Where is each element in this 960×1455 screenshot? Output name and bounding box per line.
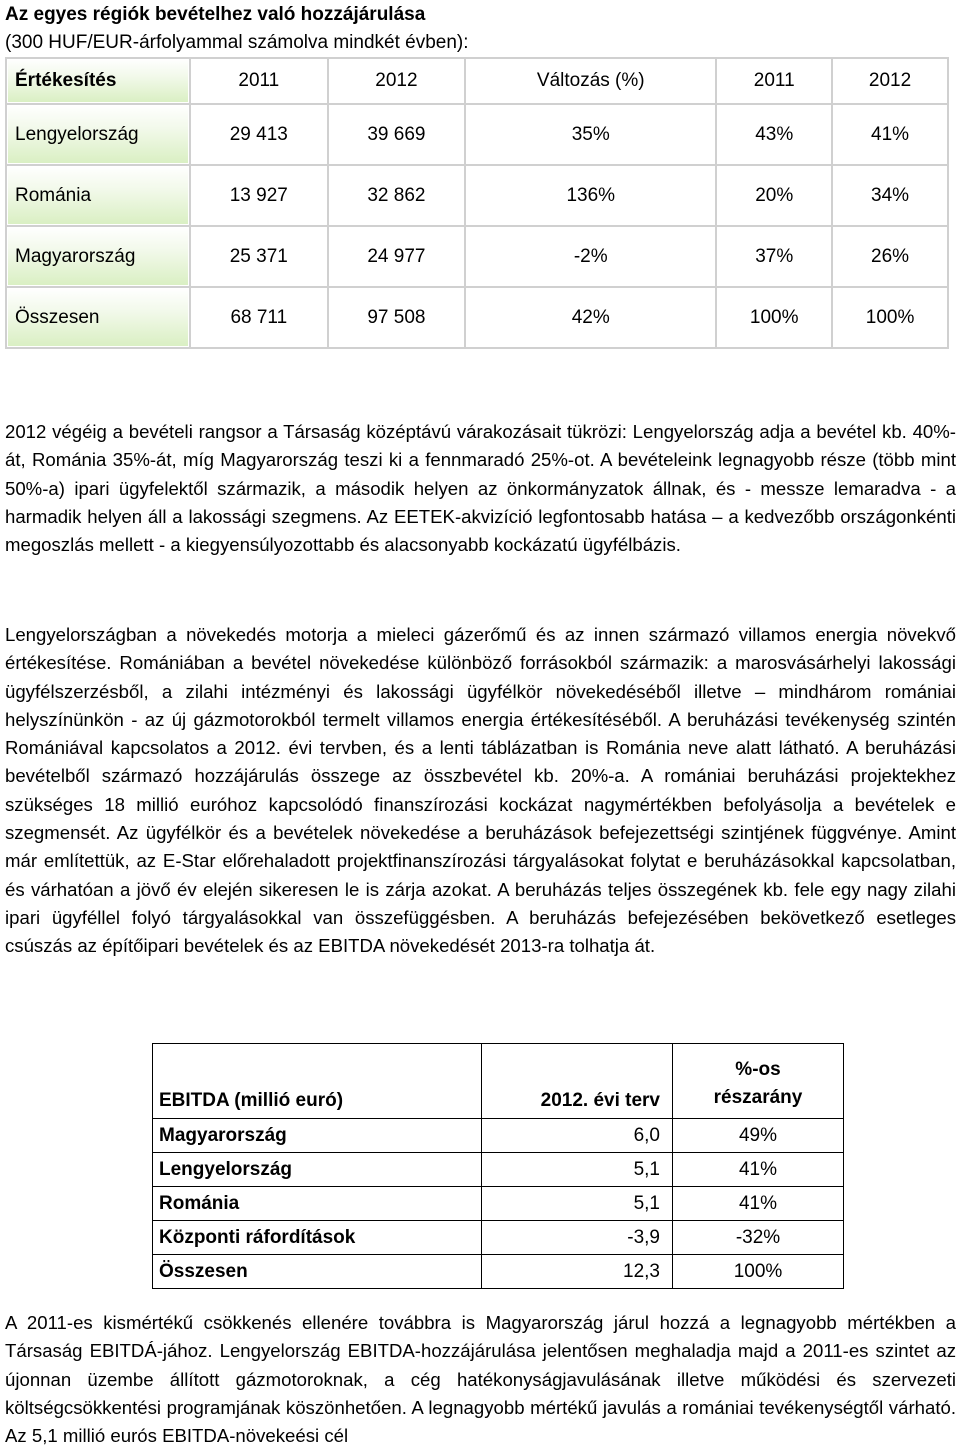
table-row — [6, 165, 948, 226]
table-cell: 29 413 — [190, 104, 328, 165]
header-cell: 2011 — [716, 58, 832, 104]
row-label: Magyarország — [153, 1119, 482, 1153]
table-cell: 25 371 — [190, 226, 328, 287]
table-cell: 39 669 — [328, 104, 466, 165]
table-cell: 41% — [832, 104, 948, 165]
header-line: %-os — [735, 1059, 781, 1080]
table-cell: 20% — [716, 165, 832, 226]
table-cell: 100% — [673, 1255, 844, 1289]
table-cell: 49% — [673, 1119, 844, 1153]
table-row — [6, 226, 948, 287]
table-cell: 35% — [465, 104, 716, 165]
paragraph-growth-drivers — [5, 621, 956, 961]
paragraph-ebitda-commentary — [5, 1309, 956, 1450]
header-cell: 2011 — [190, 58, 328, 104]
paragraph-text: A 2011-es kismértékű csökkenés ellenére továbbra is Magyarország járul hozzá a legnagyobb mértékben a Társaság EBITDÁ-jához. Lengyelország EBITDA-hozzájárulása jelentősen meghaladja majd a 2011-es szintet az újonnan üzembe állított gázmotoroknak, a cég hatékonyságjavulásának illetve működési és szervezeti költségcsökkentési programjának köszönhetően. A legnagyobb mértékű javulás a romániai tevékenységtől várható. Az 5,1 millió eurós EBITDA-növekeési cél — [5, 1312, 956, 1447]
header-cell — [673, 1044, 844, 1119]
table-row — [153, 1221, 844, 1255]
table-row — [153, 1119, 844, 1153]
table-cell: 6,0 — [482, 1119, 673, 1153]
section-title: Az egyes régiók bevételhez való hozzájárulása — [5, 4, 426, 25]
table-header-row — [6, 58, 948, 104]
table-cell: 5,1 — [482, 1153, 673, 1187]
table-cell: -2% — [465, 226, 716, 287]
header-line: részarány — [713, 1087, 803, 1108]
table-cell: 41% — [673, 1153, 844, 1187]
table-cell: 34% — [832, 165, 948, 226]
section-subtitle: (300 HUF/EUR-árfolyammal számolva mindkét évben): — [5, 32, 469, 53]
table-row — [6, 287, 948, 348]
paragraph-text: Lengyelországban a növekedés motorja a mieleci gázerőmű és az innen származó villamos energia növekvő értékesítése. Romániában a bevétel növekedése különböző forrásokból származik: a marosvásárhelyi lakossági ügyfélszerzésből, a zilahi intézményi és lakossági ügyfélkör növekedéséből illetve – mindhárom romániai helyszínünkön - az új gázmotorokból termelt villamos energia értékesítéséből. A beruházási tevékenység szintén Romániával kapcsolatos a 2012. évi tervben, és a lenti táblázatban is Románia neve alatt látható. A beruházási bevételből származó hozzájárulás összege az összbevétel kb. 20%-a. A romániai beruházási projektekhez szükséges 18 millió euróhoz kapcsolódó finanszírozási kockázat nagymértékben befolyásolja a bevételek e szegmensét. Az ügyfélkör és a bevételek növekedése a beruházások befejezettségi szintjének függvénye. Amint már említettük, az E-Star előrehaladott projektfinanszírozási tárgyalásokat folytat e beruházásokkal kapcsolatban, és várhatóan a jövő év elején sikeresen le is zárja azokat. A beruházás teljes összegének kb. fele egy nagy zilahi ipari ügyféllel folyó tárgyalásokkal van összefüggésben. A beruházás befejezésében bekövetkező esetleges csúszás az építőipari bevételek és az EBITDA növekedését 2013-ra tolhatja át. — [5, 624, 956, 957]
row-label: Románia — [153, 1187, 482, 1221]
table-cell: 41% — [673, 1187, 844, 1221]
row-label: Lengyelország — [6, 104, 190, 165]
table-cell: 32 862 — [328, 165, 466, 226]
table-cell: -3,9 — [482, 1221, 673, 1255]
table-cell: 68 711 — [190, 287, 328, 348]
table-cell: 43% — [716, 104, 832, 165]
table-row — [153, 1187, 844, 1221]
paragraph-text: 2012 végéig a bevételi rangsor a Társaság középtávú várakozásait tükrözi: Lengyelország adja a bevétel kb. 40%-át, Románia 35%-át, míg Magyarország teszi ki a fennmaradó 25%-ot. A bevételeink legnagyobb része (több mint 50%-a) ipari ügyfelektől származik, a második helyen az önkormányzatok állnak, és - messze lemaradva - a harmadik helyen áll a lakossági szegmens. Az EETEK-akvizíció legfontosabb hatása – a kedvezőbb országonkénti megoszlás mellett - a kiegyensúlyozottabb és alacsonyabb kockázatú ügyfélbázis. — [5, 421, 956, 556]
paragraph-revenue-ranking — [5, 418, 956, 559]
row-label: Románia — [6, 165, 190, 226]
table-cell: -32% — [673, 1221, 844, 1255]
table-cell: 12,3 — [482, 1255, 673, 1289]
row-label: Összesen — [153, 1255, 482, 1289]
header-cell: EBITDA (millió euró) — [153, 1044, 482, 1119]
table-cell: 24 977 — [328, 226, 466, 287]
header-cell: Változás (%) — [465, 58, 716, 104]
header-cell: 2012 — [832, 58, 948, 104]
header-cell: Értékesítés — [6, 58, 190, 104]
row-label: Összesen — [6, 287, 190, 348]
table-cell: 100% — [716, 287, 832, 348]
header-cell: 2012 — [328, 58, 466, 104]
table-cell: 42% — [465, 287, 716, 348]
table-cell: 5,1 — [482, 1187, 673, 1221]
table-cell: 26% — [832, 226, 948, 287]
header-cell: 2012. évi terv — [482, 1044, 673, 1119]
row-label: Magyarország — [6, 226, 190, 287]
table-cell: 97 508 — [328, 287, 466, 348]
table-row — [6, 104, 948, 165]
row-label: Központi ráfordítások — [153, 1221, 482, 1255]
table-cell: 13 927 — [190, 165, 328, 226]
table-row — [153, 1153, 844, 1187]
ebitda-table — [152, 1043, 844, 1289]
table-header-row — [153, 1044, 844, 1119]
table-cell: 136% — [465, 165, 716, 226]
row-label: Lengyelország — [153, 1153, 482, 1187]
table-cell: 100% — [832, 287, 948, 348]
table-row — [153, 1255, 844, 1289]
sales-table — [5, 57, 949, 349]
table-cell: 37% — [716, 226, 832, 287]
